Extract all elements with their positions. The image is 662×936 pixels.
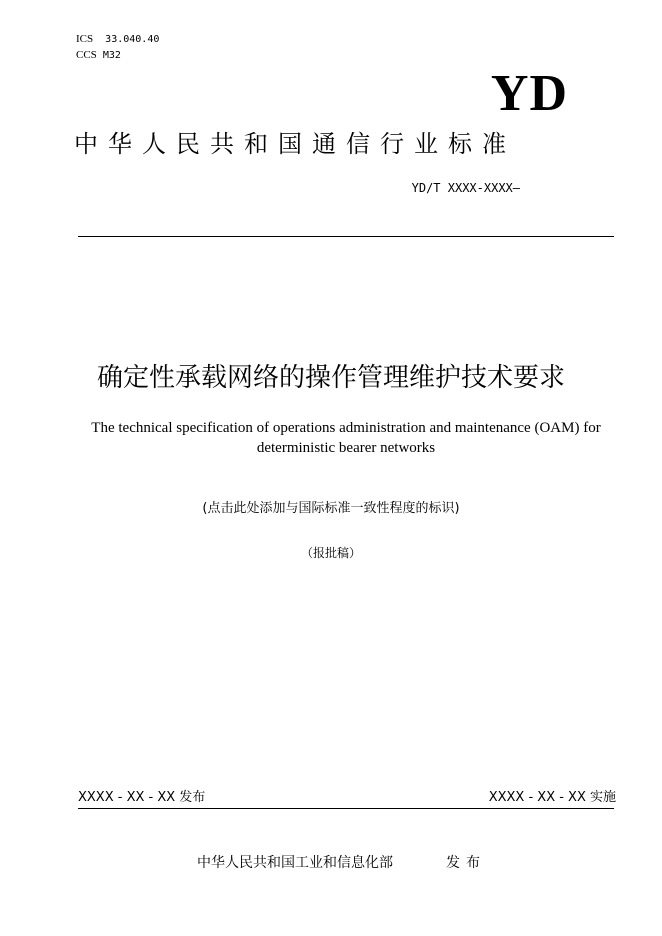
consistency-placeholder[interactable]: (点击此处添加与国际标准一致性程度的标识) bbox=[202, 501, 460, 516]
standard-type-heading: 中华人民共和国通信行业标准 bbox=[74, 130, 516, 158]
issuer-name: 中华人民共和国工业和信息化部 bbox=[197, 855, 393, 871]
issue-label: 发布 bbox=[446, 855, 486, 871]
ccs-code: M32 bbox=[102, 50, 121, 61]
ccs-code-line bbox=[76, 49, 121, 62]
header-divider bbox=[78, 236, 614, 237]
publish-date: XXXX - XX - XX 发布 bbox=[78, 790, 206, 805]
ics-code-line bbox=[76, 33, 159, 46]
ccs-label: CCS bbox=[76, 49, 97, 61]
document-title-en: The technical specification of operations administration and maintenance (OAM) for deterministic bearer networks bbox=[91, 420, 601, 456]
ics-label: ICS bbox=[76, 33, 94, 45]
footer-divider bbox=[78, 808, 614, 809]
document-title-zh: 确定性承载网络的操作管理维护技术要求 bbox=[96, 363, 565, 393]
implement-date: XXXX - XX - XX 实施 bbox=[488, 790, 616, 805]
yd-logo: YD bbox=[490, 65, 568, 122]
ics-code: 33.040.40 bbox=[105, 34, 160, 45]
draft-status: （报批稿） bbox=[300, 546, 361, 560]
standard-number: YD/T XXXX-XXXX— bbox=[411, 181, 520, 195]
